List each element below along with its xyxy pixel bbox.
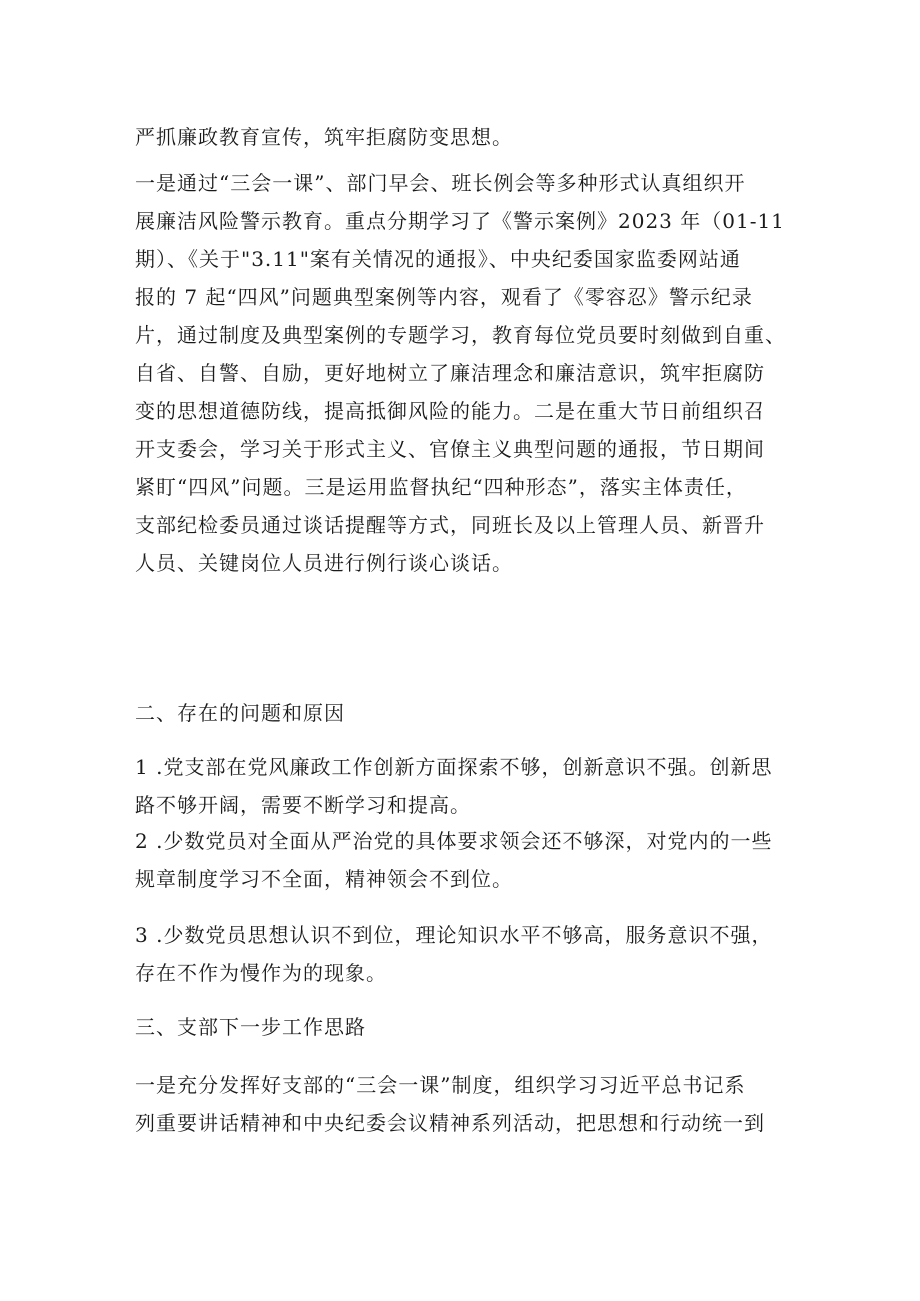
text-line: 1 .党支部在党风廉政工作创新方面探索不够，创新意识不强。创新思 <box>135 755 773 779</box>
text-line: 严抓廉政教育宣传，筑牢拒腐防变思想。 <box>135 125 513 149</box>
problem-item-3 <box>135 916 795 992</box>
text-line: 展廉洁风险警示教育。重点分期学习了《警示案例》2023 年（01-11 <box>135 209 785 233</box>
text-line: 2 .少数党员对全面从严治党的具体要求领会还不够深，对党内的一些 <box>135 829 773 853</box>
text-line: 存在不作为慢作为的现象。 <box>135 961 387 985</box>
text-line: 列重要讲话精神和中央纪委会议精神系列活动，把思想和行动统一到 <box>135 1111 765 1135</box>
text-line: 人员、关键岗位人员进行例行谈心谈话。 <box>135 551 513 575</box>
text-line: 支部纪检委员通过谈话提醒等方式，同班长及以上管理人员、新晋升 <box>135 513 765 537</box>
text-line: 开支委会，学习关于形式主义、官僚主义典型问题的通报，节日期间 <box>135 437 765 461</box>
section-heading-next-steps <box>135 1008 795 1046</box>
text-line: 紧盯“四风”问题。三是运用监督执纪“四种形态”，落实主体责任， <box>135 475 747 499</box>
text-line: 自省、自警、自励，更好地树立了廉洁理念和廉洁意识，筑牢拒腐防 <box>135 361 765 385</box>
text-line: 变的思想道德防线，提高抵御风险的能力。二是在重大节日前组织召 <box>135 399 765 423</box>
text-line: 一是通过“三会一课”、部门早会、班长例会等多种形式认真组织开 <box>135 171 746 195</box>
text-line: 路不够开阔，需要不断学习和提高。 <box>135 793 471 817</box>
text-line: 规章制度学习不全面，精神领会不到位。 <box>135 867 513 891</box>
text-line: 报的 7 起“四风”问题典型案例等内容，观看了《零容忍》警示纪录 <box>135 285 753 309</box>
text-line: 片，通过制度及典型案例的专题学习，教育每位党员要时刻做到自重、 <box>135 323 786 347</box>
paragraph-education-measures <box>135 164 795 582</box>
text-line: 期）、《关于"3.11"案有关情况的通报》、中央纪委国家监委网站通 <box>135 247 741 271</box>
section-heading-problems <box>135 694 795 732</box>
paragraph-intro-tail <box>135 118 795 156</box>
text-line: 3 .少数党员思想认识不到位，理论知识水平不够高，服务意识不强， <box>135 923 773 947</box>
heading-text: 二、存在的问题和原因 <box>135 701 345 725</box>
paragraph-next-steps <box>135 1066 795 1142</box>
problem-item-2 <box>135 822 795 898</box>
text-line: 一是充分发挥好支部的“三会一课”制度，组织学习习近平总书记系 <box>135 1073 746 1097</box>
problem-item-1 <box>135 748 795 824</box>
heading-text: 三、支部下一步工作思路 <box>135 1015 366 1039</box>
